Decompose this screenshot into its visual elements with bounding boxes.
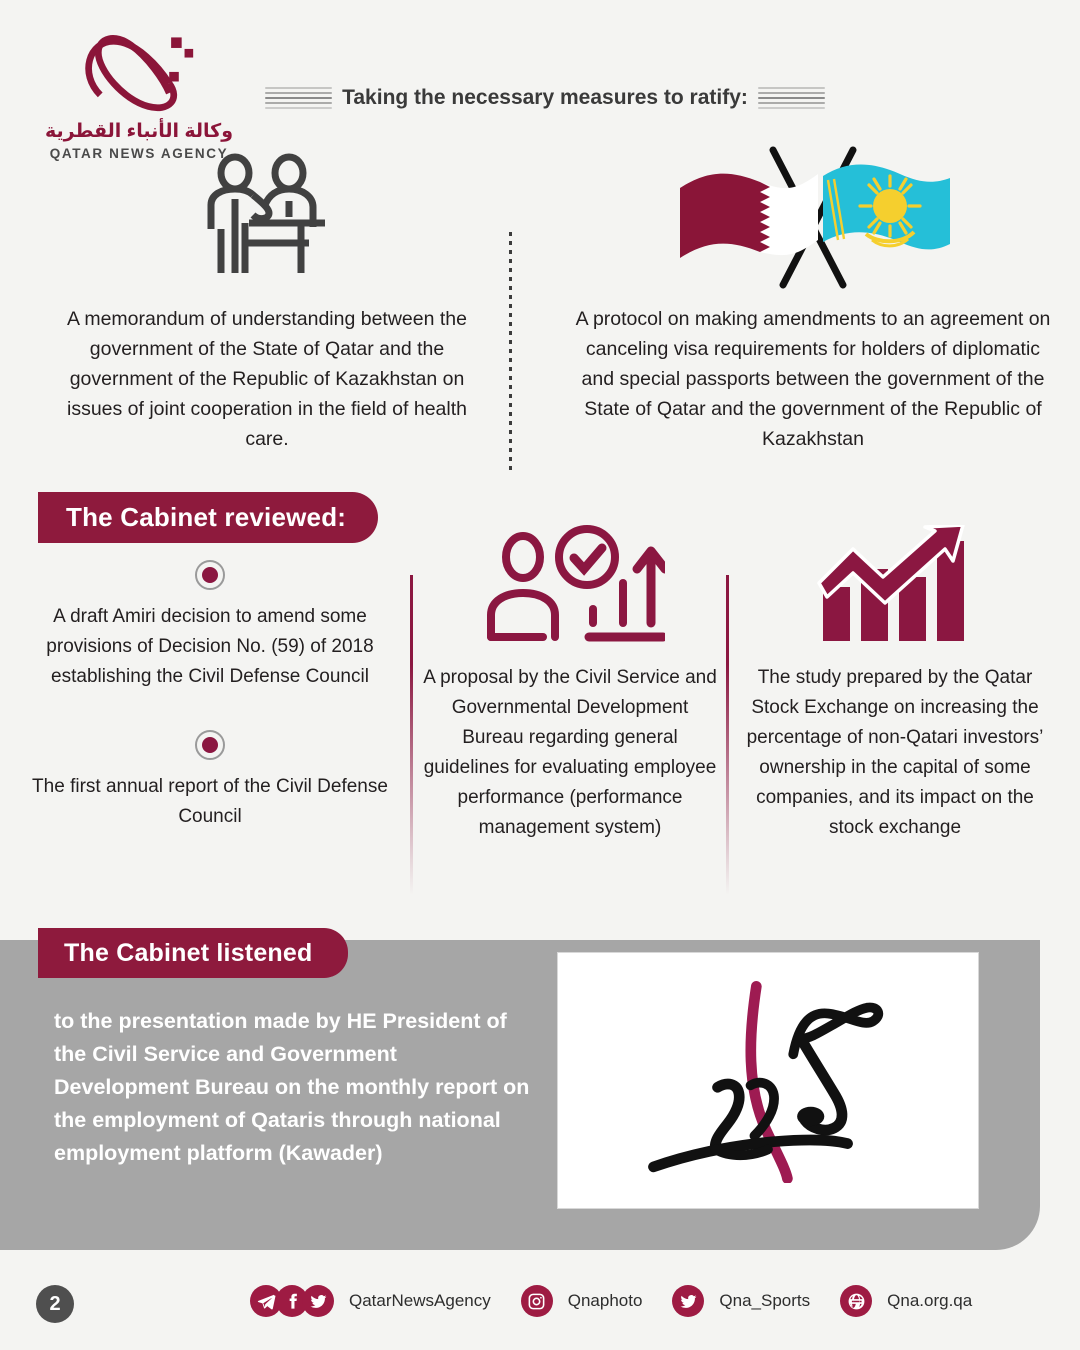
- social-handle: Qna_Sports: [719, 1291, 811, 1310]
- instagram-icon[interactable]: [521, 1285, 553, 1317]
- bullet-dot-icon: [195, 730, 225, 760]
- globe-icon[interactable]: [840, 1285, 872, 1317]
- cabinet-listened-label: The Cabinet listened: [64, 938, 313, 967]
- header-title: Taking the necessary measures to ratify:: [342, 86, 748, 109]
- bullet-dot-icon: [195, 560, 225, 590]
- list-item: [20, 560, 400, 692]
- reviewed-section: [0, 560, 1080, 900]
- twitter-icon[interactable]: [302, 1285, 334, 1317]
- reviewed-card-text: The study prepared by the Qatar Stock Exchange on increasing the percentage of non-Qatari investors’ ownership in the capital of some companies, and its impact on the stock exchange: [746, 667, 1044, 838]
- twitter-icon[interactable]: [672, 1285, 704, 1317]
- cabinet-listened-banner: [38, 928, 348, 978]
- growth-bar-chart-icon: [740, 525, 1050, 645]
- social-handle: Qna.org.qa: [887, 1291, 973, 1310]
- employee-performance-check-icon: [420, 525, 720, 645]
- page-number-badge: 2: [36, 1285, 74, 1323]
- logo-arabic-name: وكالة الأنباء القطرية: [44, 121, 234, 142]
- bullet-text: The first annual report of the Civil Defense Council: [32, 776, 388, 827]
- cabinet-listened-text: to the presentation made by HE President of the Civil Service and Government Development Bureau on the monthly report on the employment of Qataris through national employment platform (Kawader): [54, 1009, 530, 1165]
- qna-atom-logo-icon: [77, 24, 202, 116]
- header-band: [265, 78, 825, 118]
- social-handle: Qnaphoto: [567, 1291, 643, 1310]
- ratify-item-text: A protocol on making amendments to an agreement on canceling visa requirements for holders of diplomatic and special passports between the government of the State of Qatar and the government of the Republic of Kazakhstan: [575, 308, 1051, 450]
- ratify-item-protocol: [560, 140, 1066, 480]
- spacer: [20, 692, 400, 730]
- reviewed-card-text: A proposal by the Civil Service and Governmental Development Bureau regarding general guidelines for evaluating employee performance (performance management system): [423, 667, 717, 838]
- section-divider-line: [410, 575, 413, 895]
- cabinet-reviewed-label: The Cabinet reviewed:: [66, 502, 347, 532]
- reviewed-card-performance: [420, 525, 720, 843]
- ratify-section: [0, 140, 1080, 480]
- meeting-desk-icon: [197, 140, 337, 290]
- kawader-arabic-calligraphy-logo-icon: [603, 978, 933, 1183]
- ratify-item-text: A memorandum of understanding between the government of the State of Qatar and the government of the Republic of Kazakhstan on issues of joint cooperation in the field of health care.: [66, 308, 467, 450]
- cabinet-reviewed-banner: [38, 492, 378, 543]
- crossed-flags-qatar-kazakhstan-icon: [668, 140, 958, 290]
- kawader-logo-card: [558, 953, 978, 1208]
- section-divider-line: [726, 575, 729, 895]
- decorative-lines-left-icon: [265, 87, 332, 109]
- decorative-lines-right-icon: [758, 87, 825, 109]
- bullet-text: A draft Amiri decision to amend some provisions of Decision No. (59) of 2018 establishing the Civil Defense Council: [46, 606, 374, 687]
- footer-social-bar: [250, 1285, 972, 1317]
- logo-english-name: QATAR NEWS AGENCY: [49, 146, 229, 161]
- reviewed-bullet-list: [20, 560, 400, 832]
- social-handle: QatarNewsAgency: [349, 1291, 491, 1310]
- list-item: [20, 730, 400, 832]
- column-divider-dotted: [509, 232, 512, 470]
- reviewed-card-stock-exchange: [740, 525, 1050, 843]
- social-icons-qatarnewsagency: [250, 1285, 334, 1317]
- ratify-item-memorandum: [14, 140, 520, 480]
